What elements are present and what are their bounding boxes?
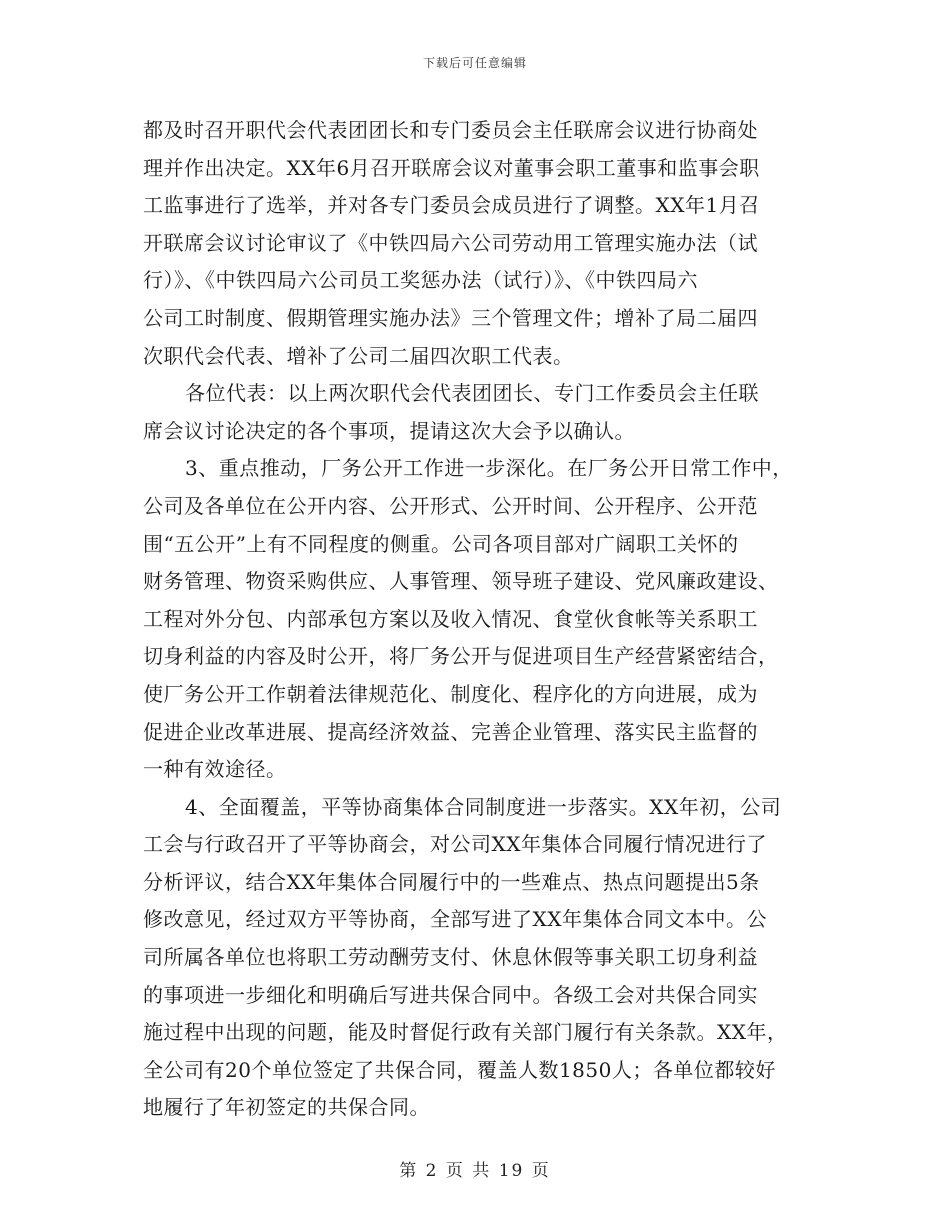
text-line: 使厂务公开工作朝着法律规范化、制度化、程序化的方向进展，成为 (143, 681, 758, 706)
text-line: 工监事进行了选举，并对各专门委员会成员进行了调整。XX年1月召 (143, 193, 760, 218)
text-line: 开联席会议讨论审议了《中铁四局六公司劳动用工管理实施办法（试 (143, 230, 758, 255)
text-line: 行）》、《中铁四局六公司员工奖惩办法（试行）》、《中铁四局六 (143, 268, 698, 293)
text-line: 理并作出决定。XX年6月召开联席会议对董事会职工董事和监事会职 (143, 155, 760, 180)
text-line: 次职代会代表、增补了公司二届四次职工代表。 (143, 343, 574, 368)
text-line: 公司及各单位在公开内容、公开形式、公开时间、公开程序、公开范 (143, 493, 758, 518)
text-line: 一种有效途径。 (143, 757, 287, 782)
text-line: 修改意见，经过双方平等协商，全部写进了XX年集体合同文本中。公 (143, 907, 767, 932)
paragraph-first-line: 3、重点推动，厂务公开工作进一步深化。在厂务公开日常工作中， (185, 456, 793, 481)
text-line: 切身利益的内容及时公开，将厂务公开与促进项目生产经营紧密结合， (143, 644, 779, 669)
text-line: 席会议讨论决定的各个事项，提请这次大会予以确认。 (143, 418, 635, 443)
text-line: 的事项进一步细化和明确后写进共保合同中。各级工会对共保合同实 (143, 982, 758, 1007)
text-line: 施过程中出现的问题，能及时督促行政有关部门履行有关条款。XX年， (143, 1020, 788, 1045)
text-line: 围“五公开”上有不同程度的侧重。公司各项目部对广阔职工关怀的 (143, 531, 739, 556)
header-note: 下载后可任意编辑 (422, 56, 527, 70)
text-line: 司所属各单位也将职工劳动酬劳支付、休息休假等事关职工切身利益 (143, 945, 758, 970)
page-indicator: 第 2 页 共 19 页 (399, 1161, 551, 1181)
text-line: 工会与行政召开了平等协商会，对公司XX年集体合同履行情况进行了 (143, 832, 767, 857)
text-line: 地履行了年初签定的共保合同。 (143, 1095, 430, 1120)
text-line: 财务管理、物资采购供应、人事管理、领导班子建设、党风廉政建设、 (143, 569, 779, 594)
text-line: 全公司有20个单位签定了共保合同，覆盖人数1850人；各单位都较好 (143, 1057, 776, 1082)
document-body (143, 112, 815, 1127)
paragraph-first-line: 4、全面覆盖，平等协商集体合同制度进一步落实。XX年初，公司 (185, 794, 782, 819)
text-line: 公司工时制度、假期管理实施办法》三个管理文件；增补了局二届四 (143, 305, 758, 330)
text-line: 工程对外分包、内部承包方案以及收入情况、食堂伙食帐等关系职工 (143, 606, 758, 631)
paragraph-first-line: 各位代表：以上两次职代会代表团团长、专门工作委员会主任联 (185, 381, 759, 406)
text-line: 都及时召开职代会代表团团长和专门委员会主任联席会议进行协商处 (143, 118, 758, 142)
text-line: 分析评议，结合XX年集体合同履行中的一些难点、热点问题提出5条 (143, 869, 760, 894)
text-line: 促进企业改革进展、提高经济效益、完善企业管理、落实民主监督的 (143, 719, 758, 744)
